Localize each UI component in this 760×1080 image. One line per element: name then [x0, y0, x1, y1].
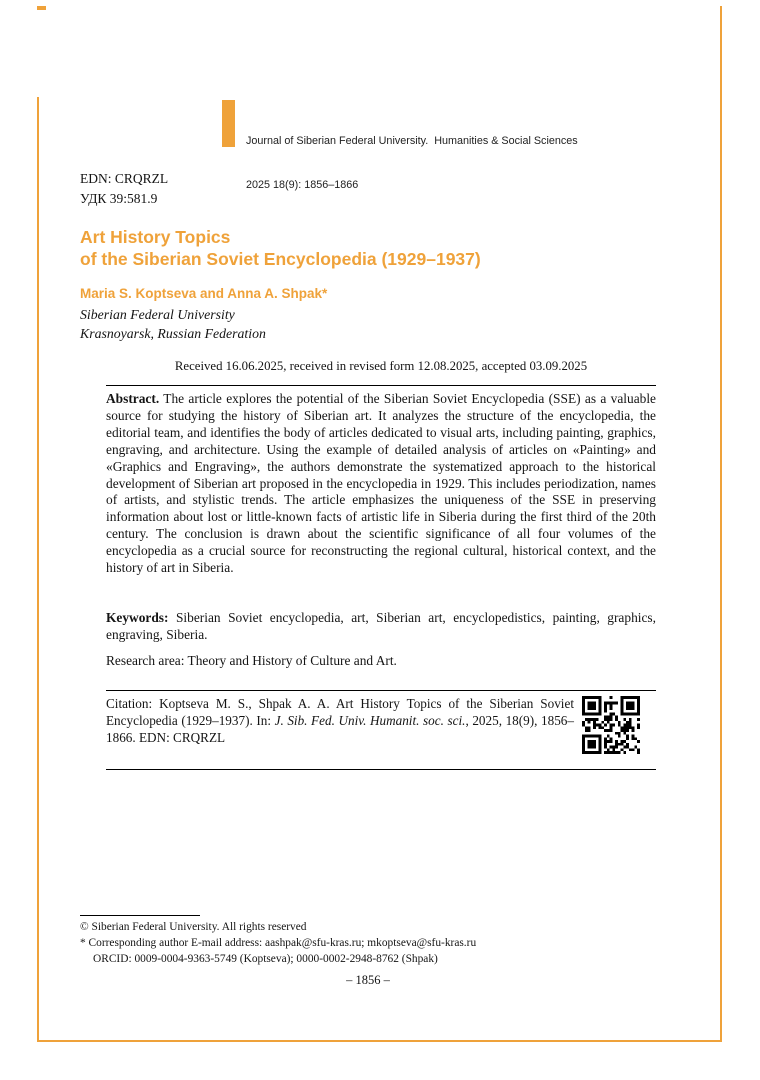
article-title-line1: Art History Topics: [80, 227, 231, 247]
divider-above-citation: [106, 690, 656, 691]
journal-name: Journal of Siberian Federal University. Humanities & Social Sciences: [246, 135, 578, 147]
footnotes-block: [80, 919, 476, 968]
abstract-text: The article explores the potential of the Siberian Soviet Encyclopedia (SSE) as a valuable source for studying the history of Siberian art. It analyzes the structure of the encyclopedia, the editorial team, and identifies the body of articles dedicated to visual arts, including painting, graphics, engraving, and architecture. Using the example of detailed analysis of articles on «Painting» and «Graphics and Engraving», the authors demonstrate the systematized approach to the historical development of Siberian art proposed in the encyclopedia in 1929. This includes periodization, names of artists, and stylistic trends. The article emphasizes the uniqueness of the SSE in preserving information about lost or little-known facts of artistic life in Siberia during the first third of the 20th century. The conclusion is drawn about the scientific significance of all four volumes of the encyclopedia as a crucial source for reconstructing the regional cultural, historical context, and the history of art in Siberia.: [106, 391, 657, 576]
research-area-line: Research area: Theory and History of Culture and Art.: [106, 653, 397, 668]
divider-above-abstract: [106, 385, 656, 386]
qr-code: [582, 696, 640, 754]
qr-code-svg: [582, 696, 640, 754]
abstract-paragraph: [106, 391, 656, 577]
affiliation-university: Siberian Federal University: [80, 307, 235, 322]
edn-code: EDN: CRQRZL: [80, 171, 169, 186]
abstract-label: Abstract.: [106, 391, 160, 406]
keywords-paragraph: [106, 609, 656, 643]
article-title-line2: of the Siberian Soviet Encyclopedia (1929–1937): [80, 248, 481, 269]
udk-code: УДК 39:581.9: [80, 191, 158, 206]
affiliation-block: [80, 306, 266, 343]
journal-issue: 2025 18(9): 1856–1866: [246, 178, 359, 191]
article-title: [80, 227, 481, 270]
frame-top-left-tick: [37, 6, 46, 10]
citation-suffix: , 2025, 18(9), 1856–1866. EDN: CRQRZL: [106, 712, 574, 745]
frame-right-border: [720, 6, 722, 1042]
affiliation-city: Krasnoyarsk, Russian Federation: [80, 325, 266, 341]
copyright-note: © Siberian Federal University. All rights reserved: [80, 921, 307, 933]
journal-header: [246, 105, 578, 221]
received-dates-line: Received 16.06.2025, received in revised form 12.08.2025, accepted 03.09.2025: [174, 359, 588, 373]
journal-accent-bar: [222, 100, 235, 147]
corresponding-author-note: * Corresponding author E-mail address: aashpak@sfu-kras.ru; mkoptseva@sfu-kras.ru: [80, 937, 477, 950]
citation-text: [106, 696, 574, 746]
divider-below-citation: [106, 769, 656, 770]
citation-block: [106, 696, 656, 754]
page-number: – 1856 –: [346, 973, 390, 987]
keywords-label: Keywords:: [106, 610, 169, 625]
frame-bottom-border: [37, 1040, 722, 1042]
citation-journal-abbrev: J. Sib. Fed. Univ. Humanit. soc. sci.: [274, 712, 466, 728]
authors-line: Maria S. Koptseva and Anna A. Shpak*: [80, 286, 328, 301]
orcid-note: ORCID: 0009-0004-9363-5749 (Koptseva); 0000-0002-2948-8762 (Shpak): [93, 953, 438, 966]
keywords-text: Siberian Soviet encyclopedia, art, Siberian art, encyclopedistics, painting, graphics, engraving, Siberia.: [106, 610, 656, 642]
citation-prefix: Citation: Koptseva M. S., Shpak A. A. Art History Topics of the Siberian Soviet Encyclopedia (1929–1937). In:: [106, 696, 574, 728]
frame-left-border: [37, 97, 39, 1042]
footnote-divider: [80, 915, 200, 916]
